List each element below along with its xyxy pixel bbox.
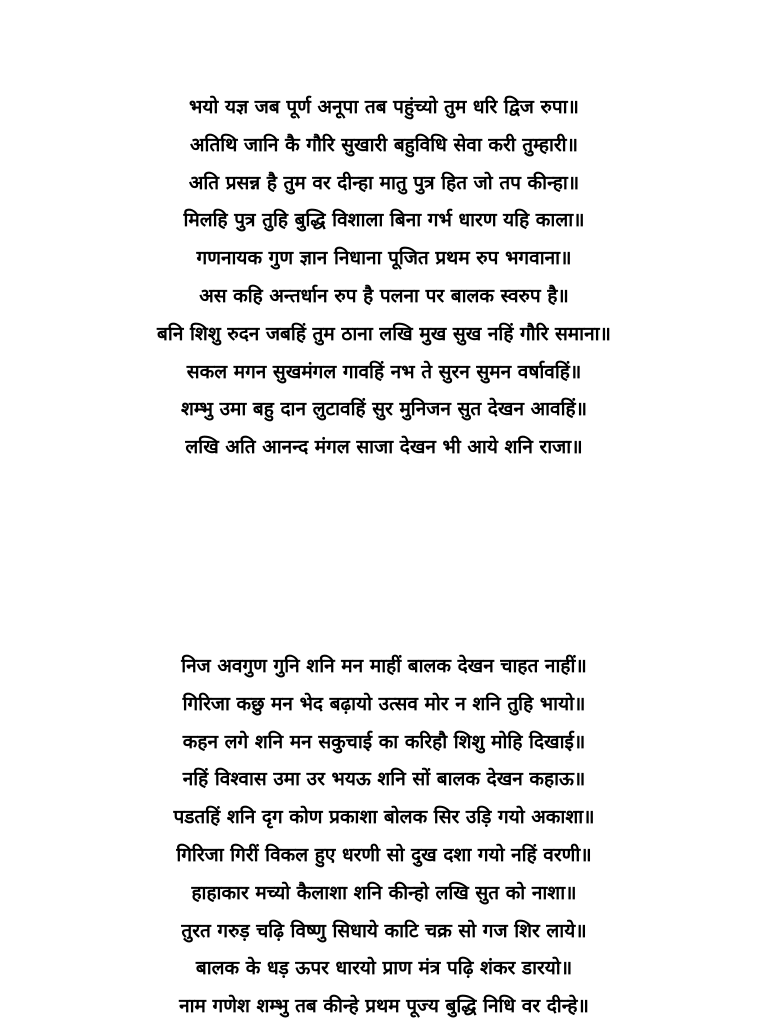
verse-line: अस कहि अन्तर्धान रुप है पलना पर बालक स्वरुप है॥ [199,284,569,307]
verse-line: गणनायक गुण ज्ञान निधाना पूजित प्रथम रुप भगवाना॥ [196,247,572,270]
stanza-2 [0,648,768,1026]
verse-line: तुरत गरुड़ चढ़ि विष्णु सिधाये काटि चक्र सो गज शिर लाये॥ [181,919,587,942]
verse-line: कहन लगे शनि मन सकुचाई का करिहौ शिशु मोहि दिखाई॥ [182,730,586,753]
verse-line: अतिथि जानि कै गौरि सुखारी बहुविधि सेवा करी तुम्हारी॥ [190,133,578,156]
verse-line: बालक के धड़ ऊपर धारयो प्राण मंत्र पढ़ि शंकर डारयो॥ [195,957,573,980]
verse-line: पडतहिं शनि दृग कोण प्रकाशा बोलक सिर उड़ि गयो अकाशा॥ [173,806,595,829]
verse-line: नहिं विश्वास उमा उर भयऊ शनि सों बालक देखन कहाऊ॥ [182,768,586,791]
verse-line: शम्भु उमा बहु दान लुटावहिं सुर मुनिजन सुत देखन आवहिं॥ [181,398,587,421]
verse-line: हाहाकार मच्यो कैलाशा शनि कीन्हो लखि सुत को नाशा॥ [191,881,577,904]
verse-line: लखि अति आनन्द मंगल साजा देखन भी आये शनि राजा॥ [185,436,583,459]
verse-line: अति प्रसन्न है तुम वर दीन्हा मातु पुत्र हित जो तप कीन्हा॥ [188,171,580,194]
verse-line: गिरिजा गिरीं विकल हुए धरणी सो दुख दशा गयो नहिं वरणी॥ [176,843,592,866]
verse-line: निज अवगुण गुनि शनि मन माहीं बालक देखन चाहत नाहीं॥ [181,655,587,677]
verse-line: मिलहि पुत्र तुहि बुद्धि विशाला बिना गर्भ धारण यहि काला॥ [183,209,585,232]
verse-line: नाम गणेश शम्भु तब कीन्हे प्रथम पूज्य बुद्धि निधि वर दीन्हे॥ [179,995,589,1018]
stanza-1 [0,89,768,467]
verse-line: बनि शिशु रुदन जबहिं तुम ठाना लखि मुख सुख नहिं गौरि समाना॥ [157,322,611,345]
verse-line: भयो यज्ञ जब पूर्ण अनूपा तब पहुंच्यो तुम धरि द्विज रुपा॥ [189,96,579,118]
verse-line: सकल मगन सुखमंगल गावहिं नभ ते सुरन सुमन वर्षावहिं॥ [186,360,582,383]
verse-line: गिरिजा कछु मन भेद बढ़ायो उत्सव मोर न शनि तुहि भायो॥ [182,692,586,715]
